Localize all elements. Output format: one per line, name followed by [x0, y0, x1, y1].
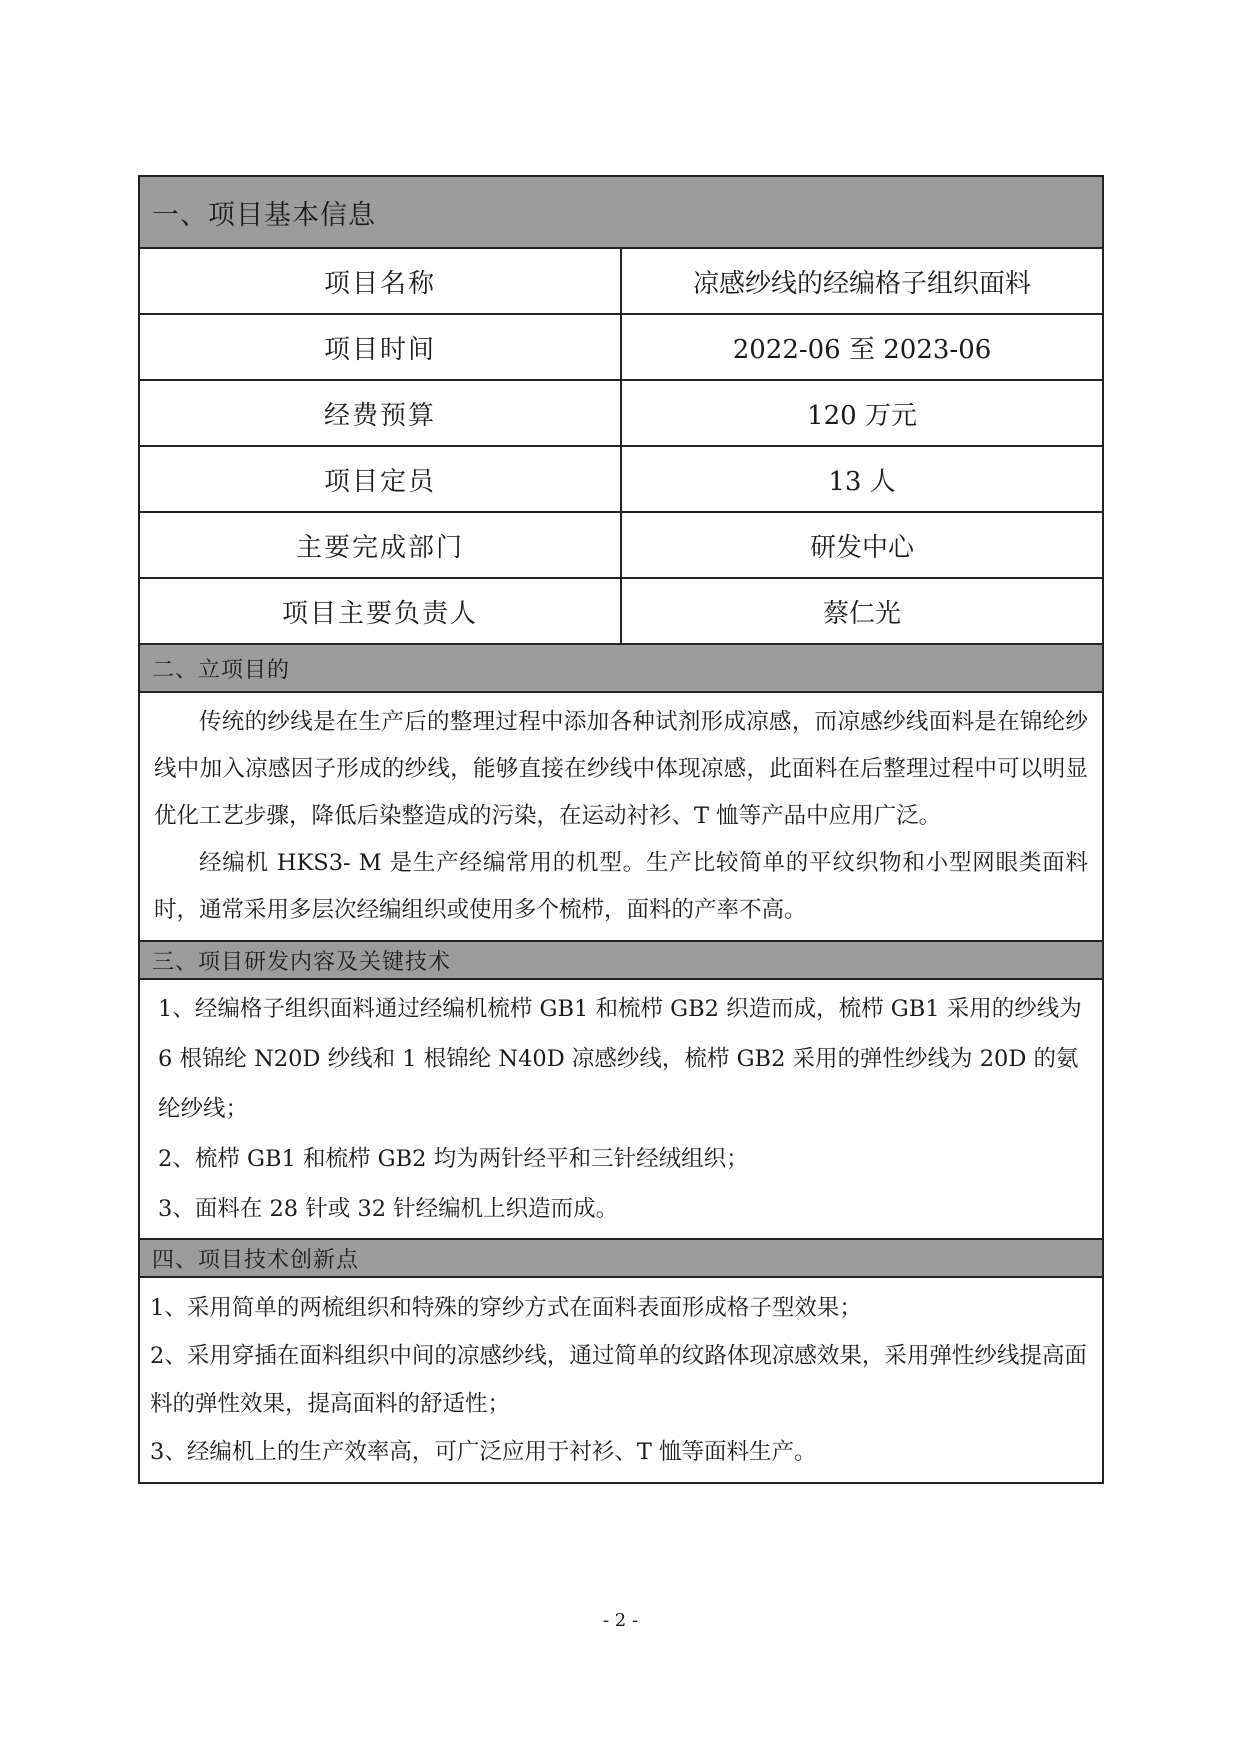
- content-item: 2、梳栉 GB1 和梳栉 GB2 均为两针经平和三针经绒组织；: [158, 1146, 749, 1172]
- project-info-table: [138, 175, 1104, 1484]
- info-label: 项目时间: [139, 314, 621, 380]
- info-label: 主要完成部门: [139, 512, 621, 578]
- innovation-item: 2、采用穿插在面料组织中间的凉感纱线，通过简单的纹路体现凉感效果，采用弹性纱线提高面料的弹性效果，提高面料的舒适性；: [150, 1343, 1087, 1417]
- innovation-body: [139, 1277, 1103, 1483]
- section-title: 二、立项目的: [139, 644, 1103, 692]
- info-row: [139, 578, 1103, 644]
- info-label: 项目名称: [139, 248, 621, 314]
- info-row: [139, 380, 1103, 446]
- info-row: [139, 512, 1103, 578]
- info-value: 13 人: [621, 446, 1103, 512]
- info-value: 凉感纱线的经编格子组织面料: [621, 248, 1103, 314]
- info-value: 蔡仁光: [621, 578, 1103, 644]
- content-item: 1、经编格子组织面料通过经编机梳栉 GB1 和梳栉 GB2 织造而成，梳栉 GB1 采用的纱线为 6 根锦纶 N20D 纱线和 1 根锦纶 N40D 凉感纱线，梳栉 GB2 采用的弹性纱线为 20D 的氨纶纱线；: [158, 996, 1082, 1122]
- section-title: 四、项目技术创新点: [139, 1239, 1103, 1277]
- info-row: [139, 446, 1103, 512]
- info-row: [139, 248, 1103, 314]
- content-body: [139, 979, 1103, 1239]
- section-header-basic-info: [139, 176, 1103, 248]
- info-label: 经费预算: [139, 380, 621, 446]
- section-title: 三、项目研发内容及关键技术: [139, 941, 1103, 979]
- section-header-content: [139, 941, 1103, 979]
- purpose-paragraph: 传统的纱线是在生产后的整理过程中添加各种试剂形成凉感，而凉感纱线面料是在锦纶纱线中加入凉感因子形成的纱线，能够直接在纱线中体现凉感，此面料在后整理过程中可以明显优化工艺步骤，降低后染整造成的污染，在运动衬衫、T 恤等产品中应用广泛。: [154, 709, 1088, 829]
- info-label: 项目定员: [139, 446, 621, 512]
- info-value: 研发中心: [621, 512, 1103, 578]
- info-value: 2022-06 至 2023-06: [621, 314, 1103, 380]
- info-row: [139, 314, 1103, 380]
- info-value: 120 万元: [621, 380, 1103, 446]
- section-header-purpose: [139, 644, 1103, 692]
- purpose-body: [139, 692, 1103, 941]
- content-item: 3、面料在 28 针或 32 针经编机上织造而成。: [158, 1196, 619, 1222]
- info-label: 项目主要负责人: [139, 578, 621, 644]
- purpose-paragraph: 经编机 HKS3- M 是生产经编常用的机型。生产比较简单的平纹织物和小型网眼类面料时，通常采用多层次经编组织或使用多个梳栉，面料的产率不高。: [154, 850, 1088, 923]
- section-title: 一、项目基本信息: [139, 176, 1103, 248]
- document-table-container: [138, 175, 1104, 1484]
- page-number: - 2 -: [602, 1610, 639, 1631]
- innovation-item: 1、采用简单的两梳组织和特殊的穿纱方式在面料表面形成格子型效果；: [150, 1295, 862, 1321]
- innovation-item: 3、经编机上的生产效率高，可广泛应用于衬衫、T 恤等面料生产。: [150, 1439, 817, 1465]
- section-header-innovation: [139, 1239, 1103, 1277]
